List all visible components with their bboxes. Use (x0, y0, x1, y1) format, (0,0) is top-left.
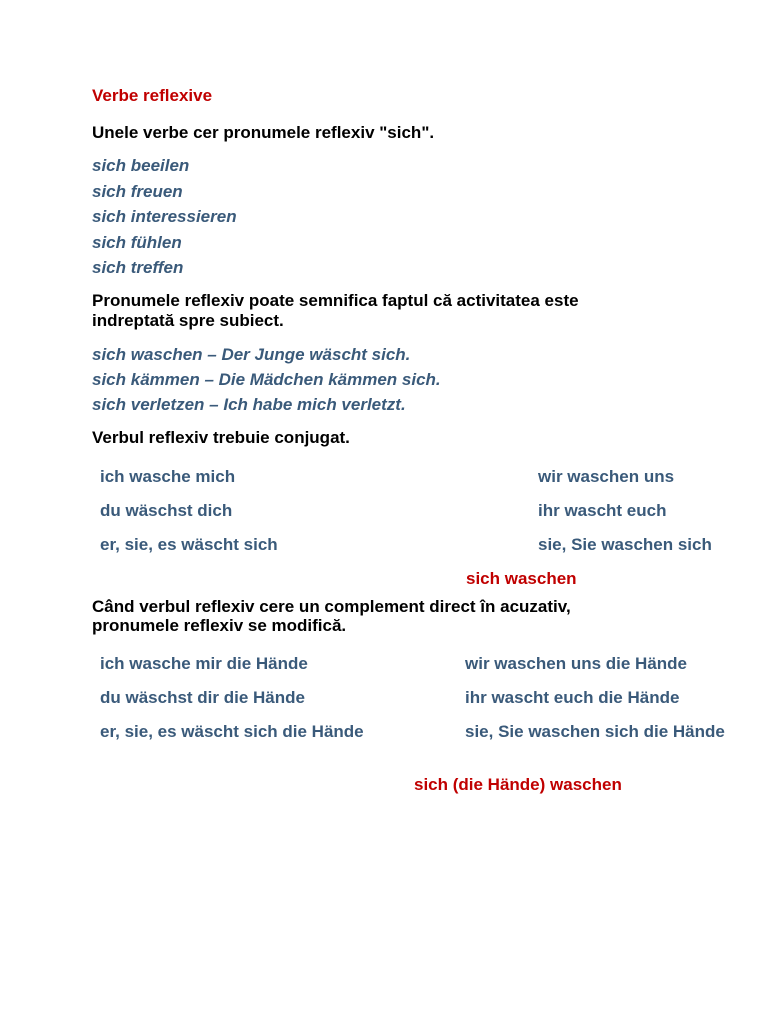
conjugation-singular: er, sie, es wäscht sich die Hände (100, 722, 364, 741)
verb-item: sich fühlen (92, 233, 182, 252)
conjugation-singular: du wäschst dich (100, 501, 233, 520)
paragraph-line: indreptată spre subiect. (92, 311, 284, 330)
paragraph: Verbul reflexiv trebuie conjugat. (92, 428, 350, 447)
paragraph-line: Pronumele reflexiv poate semnifica faptul că activitatea este (92, 291, 579, 310)
paragraph-line: Când verbul reflexiv cere un complement direct în acuzativ, (92, 597, 571, 616)
conjugation-plural: wir waschen uns (538, 467, 675, 486)
conjugation-label: sich (die Hände) waschen (414, 775, 622, 794)
example-sentence: sich verletzen – Ich habe mich verletzt. (92, 395, 406, 414)
paragraph-line: pronumele reflexiv se modifică. (92, 616, 347, 635)
verb-item: sich beeilen (92, 156, 190, 175)
conjugation-plural: ihr wascht euch die Hände (465, 688, 680, 707)
verb-item: sich interessieren (92, 207, 237, 226)
conjugation-singular: du wäschst dir die Hände (100, 688, 305, 707)
verb-item: sich treffen (92, 258, 184, 277)
conjugation-plural: ihr wascht euch (538, 501, 667, 520)
conjugation-label: sich waschen (466, 569, 577, 588)
conjugation-singular: ich wasche mich (100, 467, 236, 486)
page-title: Verbe reflexive (92, 86, 213, 105)
example-sentence: sich waschen – Der Junge wäscht sich. (92, 345, 411, 364)
conjugation-plural: wir waschen uns die Hände (465, 654, 688, 673)
intro-paragraph: Unele verbe cer pronumele reflexiv "sich". (92, 123, 435, 142)
example-sentence: sich kämmen – Die Mädchen kämmen sich. (92, 370, 441, 389)
conjugation-singular: er, sie, es wäscht sich (100, 535, 278, 554)
verb-item: sich freuen (92, 182, 183, 201)
conjugation-plural: sie, Sie waschen sich die Hände (465, 722, 725, 741)
conjugation-singular: ich wasche mir die Hände (100, 654, 308, 673)
conjugation-plural: sie, Sie waschen sich (538, 535, 712, 554)
